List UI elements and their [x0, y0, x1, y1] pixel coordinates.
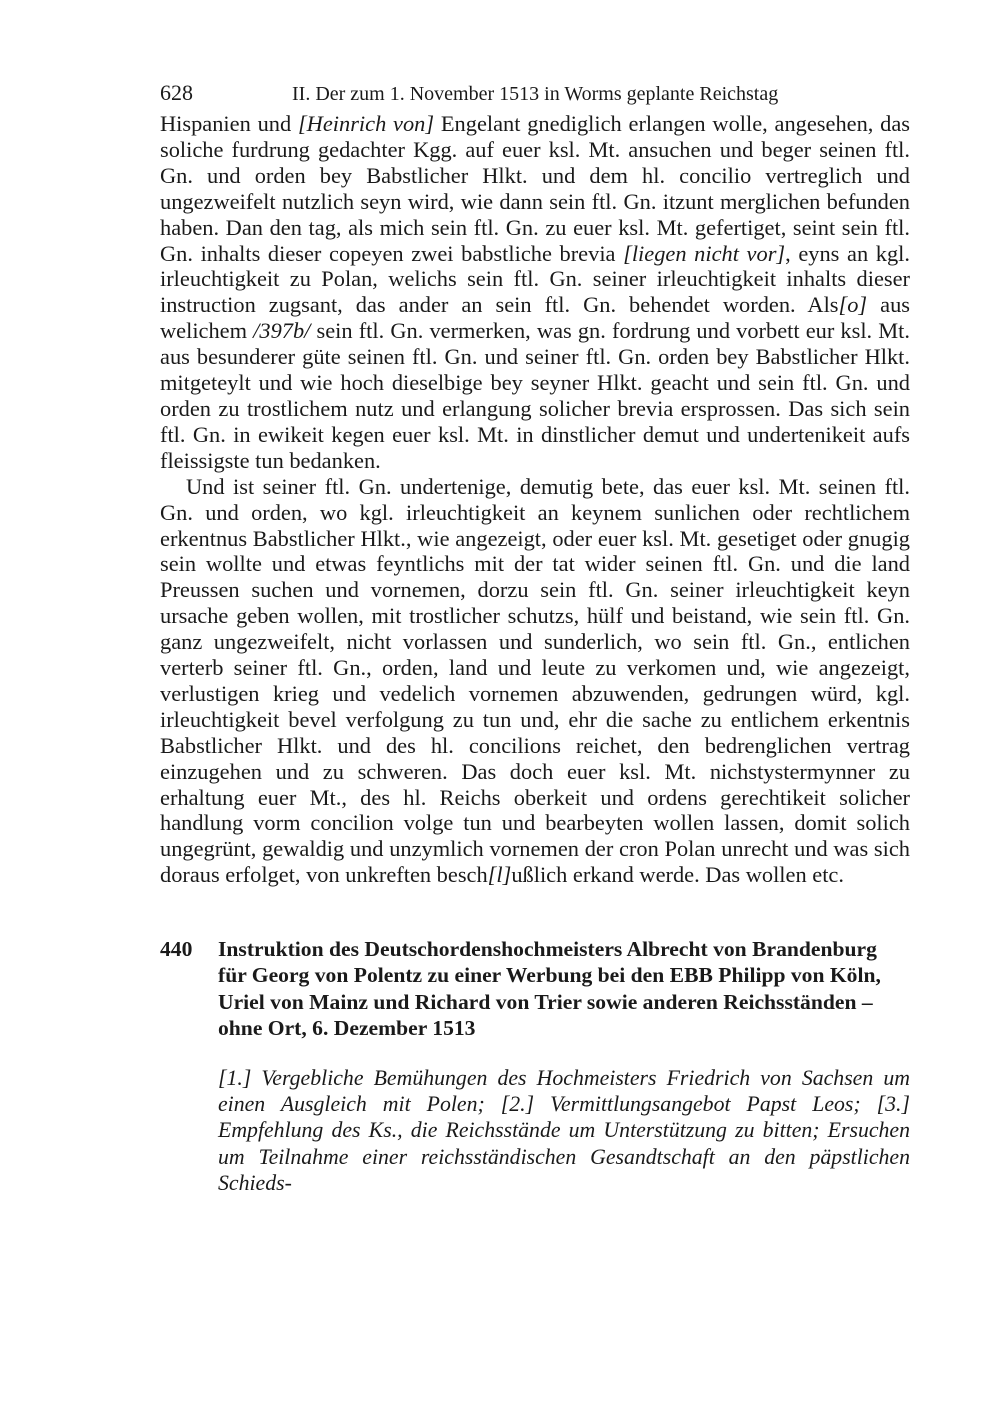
document-number: 440 [160, 937, 193, 962]
text-segment: Engelant gnediglich erlangen wolle, angesehen, das soliche furdrung gedachter Kgg. auf euer ksl. Mt. ansuchen und beger seinen ftl. Gn. und orden bey Babstlicher Hlkt. und dem hl. concilio vertreglich und ungezweifelt nutzlich seyn wird, wie dann sein ftl. Gn. itzunt merglichen befunden haben. Dan den tag, als mich sein ftl. Gn. zu euer ksl. Mt. gefertiget, seint sein ftl. Gn. inhalts dieser copeyen zwei babstliche brevia [160, 111, 911, 266]
text-segment: aus welichem [160, 292, 910, 344]
document-regest: [1.] Vergebliche Bemühungen des Hochmeisters Friedrich von Sachsen um einen Ausgleich mit Polen; [2.] Vermittlungsangebot Papst Leos; [3.] Empfehlung des Ks., die Reichsstände um Unterstützung zu bitten; Ersuchen um Teilnahme einer reichsständischen Gesandtschaft an den päpstlichen Schieds- [218, 1066, 910, 1195]
text-segment: sein ftl. Gn. vermerken, was gn. fordrung und vorbett eur ksl. Mt. aus besunderer güte seinen ftl. Gn. und seiner ftl. Gn. orden bey Babstlicher Hlkt. mitgeteylt und wie hoch dieselbige bey seyner Hlkt. geacht und sein ftl. Gn. und orden zu trostlichem nutz und erlangung solicher brevia ersprossen. Das sich sein ftl. Gn. in ewikeit kegen euer ksl. Mt. in dinstlicher demut und undertenikeit aufs fleissigste tun bedanken. [160, 318, 910, 473]
document-heading [160, 936, 910, 1041]
body-text [160, 111, 910, 888]
folio-marker: /397b/ [253, 318, 311, 344]
editorial-insertion: [o] [838, 292, 868, 318]
document-page [160, 78, 910, 1196]
document-title: Instruktion des Deutschordenshochmeisters Albrecht von Brandenburg für Georg von Polentz zu einer Werbung bei den EBB Philipp von Köln, Uriel von Mainz und Richard von Trier sowie anderen Reichsständen – ohne Ort, 6. Dezember 1513 [218, 937, 881, 1040]
text-segment: , eyns an kgl. irleuchtigkeit zu Polan, welichs sein ftl. Gn. seiner irleuchtigkeit inhalts dieser instruction zugsant, das ander an sein ftl. Gn. behendet worden. Als [160, 240, 910, 318]
running-title: II. Der zum 1. November 1513 in Worms geplante Reichstag [292, 83, 779, 105]
editorial-note: [liegen nicht vor] [623, 240, 786, 266]
page-number: 628 [160, 80, 193, 105]
text-segment: ußlich erkand werde. Das wollen etc. [511, 862, 844, 888]
editorial-insertion: [l] [487, 862, 512, 888]
editorial-insertion: [Heinrich von] [297, 111, 435, 136]
paragraph [160, 474, 910, 889]
text-segment: Und ist seiner ftl. Gn. undertenige, demutig bete, das euer ksl. Mt. seinen ftl. Gn. und orden, wo kgl. irleuchtigkeit an keynem sunlichen oder rechtlichem erkentnus Babstlicher Hlkt., wie angezeigt, oder euer ksl. Mt. gesetiget oder gnugig sein wollte und etwas feyntlichs mit der tat wider seinen ftl. Gn. und die land Preussen suchen und vornemen, dorzu sein ftl. Gn. seiner irleuchtigkeit keyn ursache geben wollen, mit trostlicher schutzs, hülf und beistand, wie sein ftl. Gn. ganz ungezweifelt, nicht vorlassen und sunderlich, wo sein ftl. Gn., entlichen verterb seiner ftl. Gn., orden, land und leute zu verkomen und, wie angezeigt, verlustigen krieg und vedelich vornemen abzuwenden, gedrungen würd, kgl. irleuchtigkeit bevel verfolgung zu tun und, ehr die sache zu entlichem erkentnis Babstlicher Hlkt. und des hl. concilions reichet, den bedrenglichen vertrag einzugehen und zu schweren. Das doch euer ksl. Mt. nichstystermynner zu erhaltung euer Mt., des hl. Reichs oberkeit und ordens gerechtikeit solicher handlung vorm concilion volge tun und bearbeyten wollen lassen, domit solich ungegrünt, gewaldig und unzymlich vornemen der cron Polan unrecht und was sich doraus erfolget, von unkreften besch [160, 473, 910, 888]
running-head [160, 78, 910, 109]
text-segment: Hispanien und [160, 111, 298, 136]
paragraph [160, 111, 910, 474]
